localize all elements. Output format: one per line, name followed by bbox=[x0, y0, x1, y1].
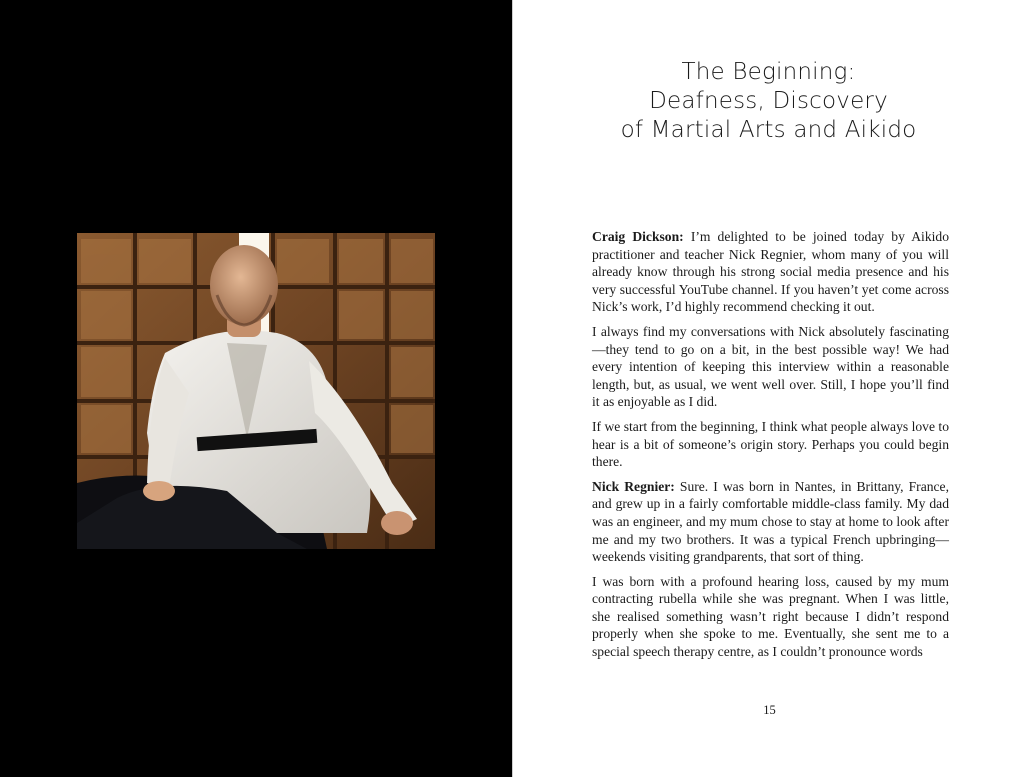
speaker-name: Nick Regnier: bbox=[592, 478, 675, 494]
paragraph bbox=[592, 323, 949, 411]
page-number: 15 bbox=[763, 703, 776, 717]
paragraph-text: I’m delighted to be joined today by Aikido practitioner and teacher Nick Regnier, whom many of you will already know through his strong social media presence and his very successful YouTube channel. If you haven’t yet come across Nick’s work, I’d highly recommend checking it out. bbox=[592, 229, 949, 315]
chapter-title-line: The Beginning: bbox=[681, 59, 856, 85]
paragraph bbox=[592, 573, 949, 661]
paragraph bbox=[592, 418, 949, 471]
paragraph bbox=[592, 478, 949, 566]
chapter-title-line: of Martial Arts and Aikido bbox=[620, 117, 917, 143]
aikido-photo bbox=[77, 233, 435, 549]
right-page bbox=[513, 0, 1024, 777]
speaker-name: Craig Dickson: bbox=[592, 229, 684, 244]
paragraph-text: I was born with a profound hearing loss, caused by my mum contracting rubella while she was pregnant. When I was little, she realised something wasn’t right because I didn’t respond properly when she spoke to me. Eventually, she sent me to a special speech therapy centre, as I couldn’t pronounce words bbox=[592, 573, 949, 660]
paragraph-text: If we start from the beginning, I think what people always love to hear is a bit of someone’s origin story. Perhaps you could begin there. bbox=[592, 418, 949, 470]
paragraph-text: I always find my conversations with Nick absolutely fascinating—they tend to go on a bit, in the best possible way! We had every intention of keeping this interview within a reasonable length, but, as usual, we went well over. Still, I hope you’ll find it as enjoyable as I did. bbox=[592, 323, 949, 410]
paragraph bbox=[592, 228, 949, 316]
chapter-title bbox=[513, 58, 1024, 145]
chapter-title-line: Deafness, Discovery bbox=[649, 88, 888, 114]
paragraph-text: Sure. I was born in Nantes, in Brittany, France, and grew up in a fairly comfortable middle-class family. My dad was an engineer, and my mum chose to stay at home to look after me and my two brothers. It was a typical French upbringing—weekends visiting grandparents, that sort of thing. bbox=[592, 478, 949, 565]
body-text bbox=[592, 228, 949, 668]
